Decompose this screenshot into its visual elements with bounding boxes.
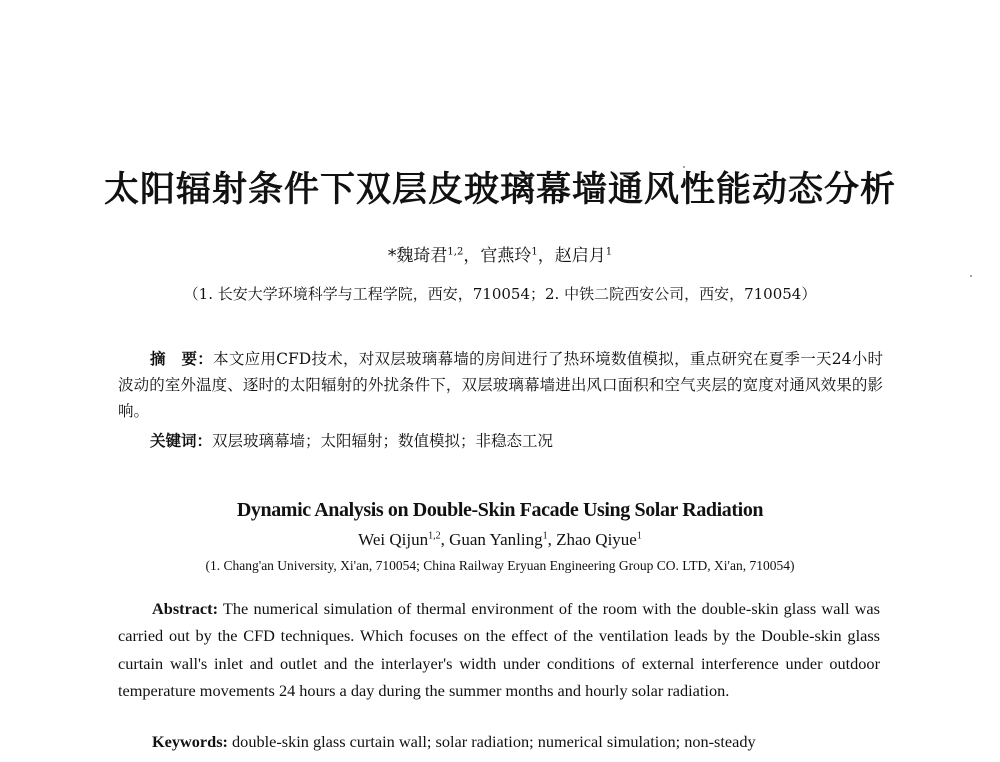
en-author-2-name: , Guan Yanling [440, 530, 543, 549]
chinese-keywords-text: 双层玻璃幕墙；太阳辐射；数值模拟；非稳态工况 [212, 432, 554, 450]
scan-speck [970, 275, 972, 277]
author-1-name: *魏琦君 [387, 246, 448, 266]
english-abstract [118, 595, 880, 704]
en-author-1-affil-mark: 1,2 [428, 530, 441, 542]
english-keywords [152, 732, 880, 752]
chinese-affiliation: （1. 长安大学环境科学与工程学院，西安，710054；2. 中铁二院西安公司，西安，710054） [183, 285, 817, 303]
scan-speck [683, 166, 685, 168]
english-abstract-label: Abstract: [152, 599, 219, 618]
english-abstract-text: The numerical simulation of thermal environment of the room with the double-skin glass wall was carried out by the CFD techniques. Which focuses on the effect of the ventilation leads by the Double-skin glass curtain wall's inlet and outlet and the interlayer's width under conditions of external interference under outdoor temperature movements 24 hours a day during the summer months and hourly solar radiation. [118, 599, 880, 700]
author-3-name: ，赵启月 [537, 246, 606, 266]
chinese-title: 太阳辐射条件下双层皮玻璃幕墙通风性能动态分析 [103, 170, 896, 210]
english-authors [0, 530, 1000, 550]
english-keywords-text: double-skin glass curtain wall; solar radiation; numerical simulation; non-steady [227, 732, 756, 751]
author-3-affil-mark: 1 [605, 246, 613, 258]
chinese-keywords-label: 关键词： [150, 432, 213, 450]
english-keywords-label: Keywords: [152, 732, 228, 751]
chinese-keywords [150, 429, 883, 451]
chinese-authors [0, 241, 1000, 266]
chinese-abstract-text: 本文应用CFD技术，对双层玻璃幕墙的房间进行了热环境数值模拟，重点研究在夏季一天24小时波动的室外温度、逐时的太阳辐射的外扰条件下，双层玻璃幕墙进出风口面积和空气夹层的宽度对通风效果的影响。 [118, 350, 883, 420]
en-author-1-name: Wei Qijun [358, 530, 429, 549]
chinese-abstract [118, 346, 883, 424]
chinese-abstract-label: 摘 要： [150, 350, 214, 368]
english-title: Dynamic Analysis on Double-Skin Facade Using Solar Radiation [236, 499, 764, 521]
en-author-3-affil-mark: 1 [636, 530, 642, 542]
author-2-affil-mark: 1 [531, 246, 538, 258]
en-author-3-name: , Zhao Qiyue [547, 530, 637, 549]
author-1-affil-mark: 1,2 [447, 246, 464, 258]
en-author-2-affil-mark: 1 [542, 530, 548, 542]
author-2-name: ，官燕玲 [463, 246, 532, 266]
english-affiliation: (1. Chang'an University, Xi'an, 710054; China Railway Eryuan Engineering Group CO. LTD, Xi'an, 710054) [205, 558, 795, 573]
